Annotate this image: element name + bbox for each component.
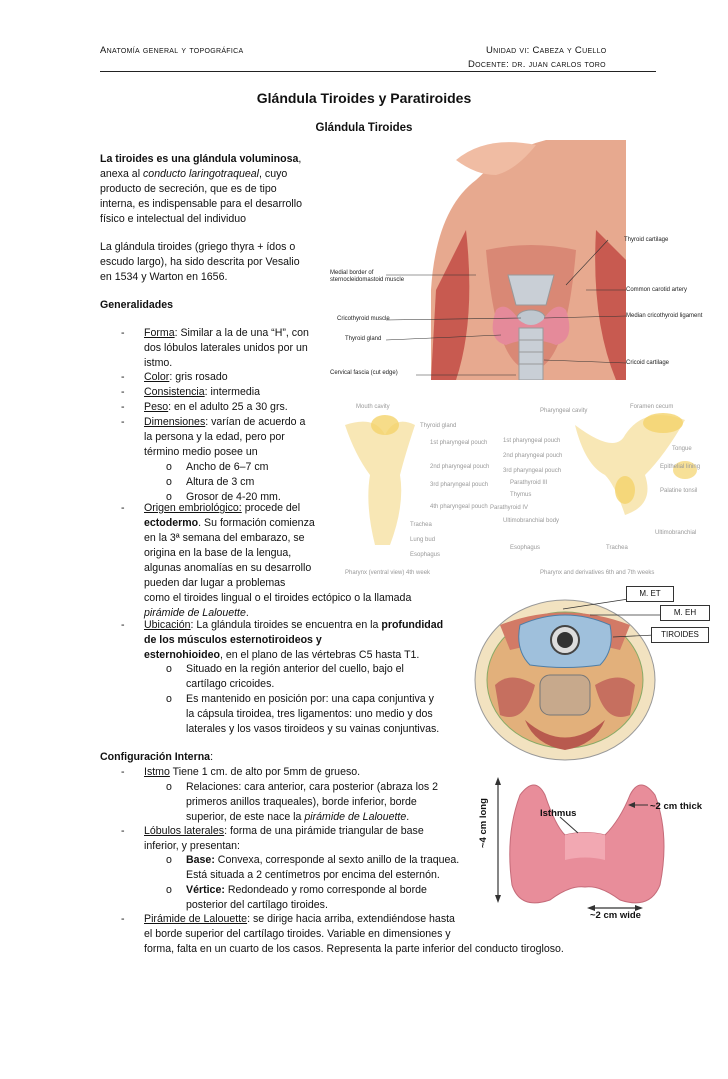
sub-bullet: o [166,461,172,473]
dimensiones-line2: la persona y la edad, pero por [144,431,285,443]
sub-bullet: o [166,693,172,705]
forma-text: : Similar a la de una “H”, con [174,327,309,339]
sub-bullet: o [166,781,172,793]
vertice-line2: posterior del cartílago tiroides. [186,899,328,911]
intro2-line3: en 1534 y Warton en 1656. [100,271,228,283]
dimensiones-label: Dimensiones [144,416,206,428]
istmo-sub-line1: Relaciones: cara anterior, cara posterior (abraza los 2 [186,781,439,793]
intro-line2 [100,167,287,182]
istmo-label: Istmo [144,766,170,778]
sub-bullet: o [166,854,172,866]
embryo-label: Ultimobranchial [655,530,697,536]
bullet-dash: - [121,825,125,837]
origen-line3: en la 3ª semana del embarazo, se [144,532,305,544]
peso-line [144,400,288,415]
intro-l2-post: , cuyo [259,168,288,180]
bullet-dash: - [121,619,125,631]
embryo-label: Pharyngeal cavity [540,408,588,414]
istmo-sub-line2: primeros anillos traqueales), borde inferior, borde [186,796,417,808]
label-wide: ~2 cm wide [590,910,641,921]
intro-comma: , [298,153,302,165]
piramide-line2: el borde superior del cartílago tiroides. Variable en dimensiones y [144,928,451,940]
origen-line2 [144,516,315,531]
istmo-sub-l3-italic: pirámide de Lalouette [304,811,407,823]
embryo-label: Trachea [606,545,628,551]
label-long: ~4 cm long [478,798,489,848]
consistencia-line [144,385,260,400]
bullet-dash: - [121,416,125,428]
consistencia-label: Consistencia [144,386,205,398]
bullet-dash: - [121,386,125,398]
embryo-label: Thyroid gland [420,423,457,429]
peso-text: : en el adulto 25 a 30 grs. [168,401,288,413]
header-teacher: Docente: dr. juan carlos toro [468,59,606,70]
bullet-dash: - [121,913,125,925]
bullet-dash: - [121,327,125,339]
origen-piramide: pirámide de Lalouette [144,607,246,619]
intro2-line2: escudo largo), ha sido descrita por Vesalio [100,256,300,268]
config-heading [100,750,213,765]
label-medial-border-1: Medial border of [330,270,374,276]
dimensiones-line1 [144,415,305,430]
embryo-caption: Pharynx (ventral view) 4th week [345,570,431,576]
embryo-label: Palatine tonsil [660,488,698,494]
config-heading-colon: : [210,751,214,763]
dim-ancho: Ancho de 6–7 cm [186,461,269,473]
dimensiones-line3: término medio posee un [144,446,258,458]
istmo-line [144,765,360,780]
istmo-text: Tiene 1 cm. de alto por 5mm de grueso. [169,766,361,778]
header-rule [100,71,656,72]
intro-line3: producto de secreción, que es de tipo [100,183,277,195]
ubicacion-bold: profundidad [381,619,444,631]
piramide-label: Pirámide de Lalouette [144,913,248,925]
label-thick: ~2 cm thick [650,801,703,812]
ubicacion-l3-rest: , en el plano de las vértebras C5 hasta T1. [219,649,420,661]
header-unit: Unidad vi: Cabeza y Cuello [486,45,607,56]
origen-ectodermo: ectodermo [144,517,199,529]
embryo-label: Foramen cecum [630,404,674,410]
embryo-caption: Pharynx and derivatives 6th and 7th weeks [540,570,655,576]
sub-bullet: o [166,491,172,503]
embryo-label: 2nd pharyngeal pouch [503,453,563,459]
ubic-sub2-line2: la cápsula tiroidea, tres ligamentos: uno medio y dos [186,708,433,720]
istmo-sub-line3 [186,810,409,825]
ubicacion-line1 [144,618,443,633]
neck-anatomy-figure [326,140,698,380]
intro-l2-italic: conducto laringotraqueal [143,168,260,180]
label-cricothyroid: Cricothyroid muscle [337,316,390,322]
embryo-label: 3rd pharyngeal pouch [430,482,489,488]
label-thyroid-gland: Thyroid gland [345,336,382,342]
embryo-label: 3rd pharyngeal pouch [503,468,562,474]
label-cervical-fascia: Cervical fascia (cut edge) [330,370,398,376]
vertebra-section [540,675,590,715]
embryo-label: Thymus [510,492,532,498]
embryo-label: Ultimobranchial body [503,518,560,524]
header-left: Anatomía general y topográfica [100,45,244,56]
embryo-label: Parathyroid IV [490,505,529,511]
ubic-sub1-line2: cartílago cricoides. [186,678,275,690]
base-label: Base: [186,854,215,866]
ubic-sub1-line1: Situado en la región anterior del cuello, bajo el [186,663,404,675]
ubicacion-text: : La glándula tiroides se encuentra en la [190,619,382,631]
embryo-label: Lung bud [410,537,436,543]
forma-label: Forma [144,327,175,339]
lobulos-line1 [144,824,424,839]
ubicacion-esternohioideo: esternohioideo [144,649,220,661]
config-heading-text: Configuración Interna [100,751,211,763]
generalidades-heading: Generalidades [100,299,174,311]
sub-bullet: o [166,663,172,675]
bullet-dash: - [121,401,125,413]
embryo-label: Parathyroid III [510,480,548,486]
base-text: Convexa, corresponde al sexto anillo de la traquea. [214,854,460,866]
origen-line4: origina en la base de la lengua, [144,547,292,559]
vertice-label: Vértice: [186,884,225,896]
color-label: Color [144,371,170,383]
label-tiroides: TIROIDES [651,627,709,643]
lobulos-line2: inferior, y presentan: [144,840,240,852]
intro-line5: físico e intelectual del individuo [100,213,247,225]
origen-label: Origen embriológico: [144,502,242,514]
bullet-dash: - [121,502,125,514]
label-common-carotid: Common carotid artery [626,287,688,293]
embryo-label: 4th pharyngeal pouch [430,504,488,510]
intro-l2-pre: anexa al [100,168,143,180]
embryo-label: Esophagus [410,552,441,558]
ubic-sub2-line1: Es mantenido en posición por: una capa conjuntiva y [186,693,434,705]
label-m-et: M. ET [626,586,674,602]
origen-line1 [144,501,300,516]
istmo-sub-l3-pre: superior, de este nace la [186,811,305,823]
intro2-line1: La glándula tiroides (griego thyra + ídos o [100,241,296,253]
lobulos-text: : forma de una pirámide triangular de base [224,825,424,837]
peso-label: Peso [144,401,169,413]
pharynx-ventral-shape [345,422,415,545]
embryo-label: 1st pharyngeal pouch [503,438,561,444]
label-isthmus: Isthmus [540,808,577,819]
forma-line3: istmo. [144,357,173,369]
origen-line6: pueden dar lugar a problemas [144,577,286,589]
label-thyroid-cartilage: Thyroid cartilage [624,237,669,243]
ubic-sub2-line3: laterales y los vasos tiroideos y su vainas conjuntivas. [186,723,440,735]
thyroid-dimensions-figure [480,775,710,920]
vertice-line1 [186,883,427,898]
sub-bullet: o [166,476,172,488]
thyroid-cartilage-shape [508,275,554,305]
origen-text: procede del [241,502,301,514]
intro-line4: interna, es indispensable para el desarrollo [100,198,302,210]
sub-bullet: o [166,884,172,896]
origen-l2-rest: . Su formación comienza [198,517,315,529]
ubicacion-label: Ubicación [144,619,191,631]
dim-altura: Altura de 3 cm [186,476,255,488]
ubicacion-line2: de los músculos esternotiroideos y [144,634,322,646]
trachea-shape [519,328,543,380]
label-median-ligament: Median cricothyroid ligament [626,313,703,319]
dim-grosor: Grosor de 4-20 mm. [186,491,281,503]
bullet-dash: - [121,371,125,383]
piramide-text: : se dirige hacia arriba, extendiéndose hasta [247,913,455,925]
origen-l8-rest: . [245,607,249,619]
embryo-label: 2nd pharyngeal pouch [430,464,490,470]
label-cricoid-cartilage: Cricoid cartilage [626,360,670,366]
embryo-label: 1st pharyngeal pouch [430,440,488,446]
dimensiones-text: : varían de acuerdo a [205,416,306,428]
consistencia-text: : intermedia [204,386,261,398]
embryo-label: Epithelial lining [660,464,701,470]
color-line [144,370,228,385]
vertice-text: Redondeado y romo corresponde al borde [224,884,427,896]
embryo-label: Mouth cavity [356,404,390,410]
istmo-sub-l3-post: . [406,811,410,823]
piramide-line3: forma, falta en un cuarto de los casos. Representa la parte inferior del conducto tirogloso. [144,943,564,955]
ubicacion-line3 [144,648,419,663]
bullet-dash: - [121,766,125,778]
label-medial-border-2: sternocleidomastoid muscle [330,277,405,283]
origen-line7: como el tiroides lingual o el tiroides ectópico o la llamada [144,592,412,604]
page-title: Glándula Tiroides y Paratiroides [256,90,472,106]
embryo-label: Trachea [410,522,432,528]
base-line1 [186,853,459,868]
embryo-label: Tongue [672,446,692,452]
lobulos-label: Lóbulos laterales [144,825,225,837]
piramide-line1 [144,912,455,927]
intro-bold: La tiroides es una glándula voluminosa [100,153,299,165]
embryology-figure [325,395,715,580]
forma-line1 [144,326,309,341]
color-text: : gris rosado [169,371,228,383]
label-m-eh: M. EH [660,605,710,621]
embryo-label: Esophagus [510,545,541,551]
intro-line1 [100,152,301,167]
section-title: Glándula Tiroides [315,122,413,134]
origen-line5: algunas anomalías en su desarrollo [144,562,312,574]
forma-line2: dos lóbulos laterales unidos por un [144,342,308,354]
base-line2: Está situada a 2 centímetros por encima del esternón. [186,869,440,881]
